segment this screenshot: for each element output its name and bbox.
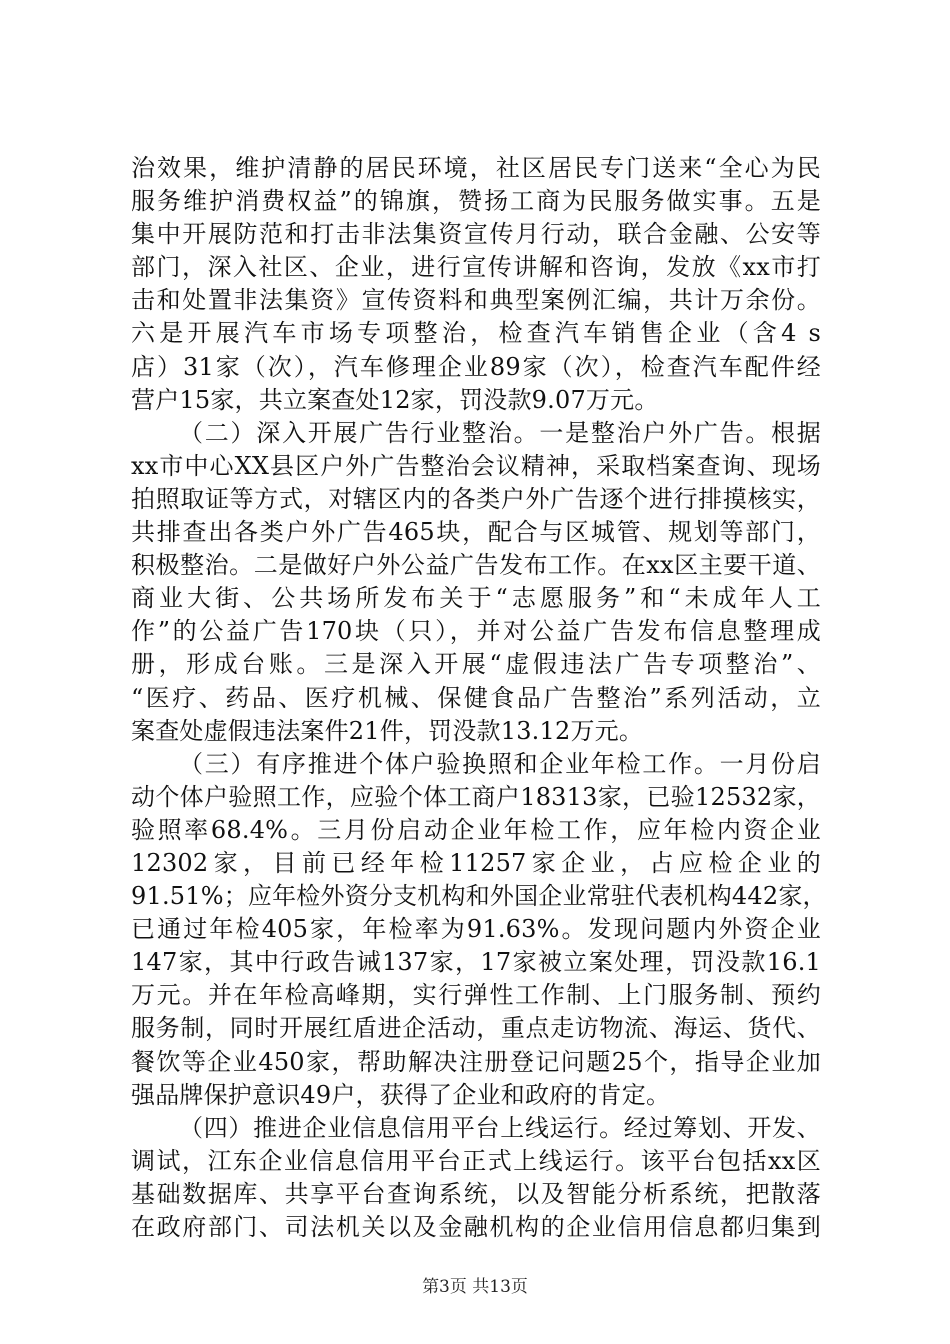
text-line: 12302家，目前已经年检11257家企业，占应检企业的: [131, 848, 821, 877]
text-line: 91.51%；应年检外资分支机构和外国企业常驻代表机构442家，: [131, 882, 827, 911]
paragraph-heading-line: （二）深入开展广告行业整治。一是整治户外广告。根据: [179, 418, 821, 447]
text-line: “医疗、药品、医疗机械、保健食品广告整治”系列活动，立: [131, 683, 821, 712]
text-line: 六是开展汽车市场专项整治，检查汽车销售企业（含4 s: [131, 319, 821, 348]
text-line: 积极整治。二是做好户外公益广告发布工作。在xx区主要干道、: [131, 551, 821, 580]
text-line: 万元。并在年检高峰期，实行弹性工作制、上门服务制、预约: [131, 981, 821, 1010]
text-line: 作”的公益广告170块（只），并对公益广告发布信息整理成: [131, 617, 821, 646]
text-line: 案查处虚假违法案件21件，罚没款13.12万元。: [131, 716, 644, 745]
text-line: 册，形成台账。三是深入开展“虚假违法广告专项整治”、: [131, 650, 821, 679]
text-line: 强品牌保护意识49户，获得了企业和政府的肯定。: [131, 1080, 671, 1109]
text-line: 共排查出各类户外广告465块，配合与区城管、规划等部门，: [131, 518, 821, 547]
text-line: 商业大街、公共场所发布关于“志愿服务”和“未成年人工: [131, 584, 821, 613]
text-line: 击和处置非法集资》宣传资料和典型案例汇编，共计万余份。: [131, 286, 821, 315]
text-line: 验照率68.4%。三月份启动企业年检工作，应年检内资企业: [131, 815, 821, 844]
text-line: xx市中心XX县区户外广告整治会议精神，采取档案查询、现场: [131, 451, 821, 480]
text-line: 147家，其中行政告诫137家，17家被立案处理，罚没款16.1: [131, 948, 821, 977]
text-line: 服务制，同时开展红盾进企活动，重点走访物流、海运、货代、: [131, 1014, 821, 1043]
text-line: 营户15家，共立案查处12家，罚没款9.07万元。: [131, 385, 659, 414]
page-footer: 第3页 共13页: [422, 1277, 528, 1297]
text-line: 治效果，维护清静的居民环境，社区居民专门送来“全心为民: [131, 154, 821, 182]
body-text: [131, 152, 827, 1244]
text-line: 服务维护消费权益”的锦旗，赞扬工商为民服务做实事。五是: [131, 187, 821, 216]
text-line: 拍照取证等方式，对辖区内的各类户外广告逐个进行排摸核实，: [131, 484, 821, 513]
text-line: 已通过年检405家，年检率为91.63%。发现问题内外资企业: [131, 915, 821, 944]
paragraph-heading-line: （三）有序推进个体户验换照和企业年检工作。一月份启: [179, 749, 821, 778]
text-line: 在政府部门、司法机关以及金融机构的企业信用信息都归集到: [131, 1213, 821, 1241]
text-line: 餐饮等企业450家，帮助解决注册登记问题25个，指导企业加: [131, 1047, 821, 1076]
text-line: 店）31家（次），汽车修理企业89家（次），检查汽车配件经: [131, 352, 821, 381]
text-line: 调试，江东企业信息信用平台正式上线运行。该平台包括xx区: [131, 1146, 821, 1175]
text-line: 部门，深入社区、企业，进行宣传讲解和咨询，发放《xx市打: [131, 253, 821, 282]
text-line: 基础数据库、共享平台查询系统，以及智能分析系统，把散落: [131, 1179, 821, 1208]
text-line: 动个体户验照工作，应验个体工商户18313家，已验12532家，: [131, 782, 821, 811]
paragraph-heading-line: （四）推进企业信息信用平台上线运行。经过筹划、开发、: [179, 1113, 821, 1142]
text-line: 集中开展防范和打击非法集资宣传月行动，联合金融、公安等: [131, 220, 821, 249]
